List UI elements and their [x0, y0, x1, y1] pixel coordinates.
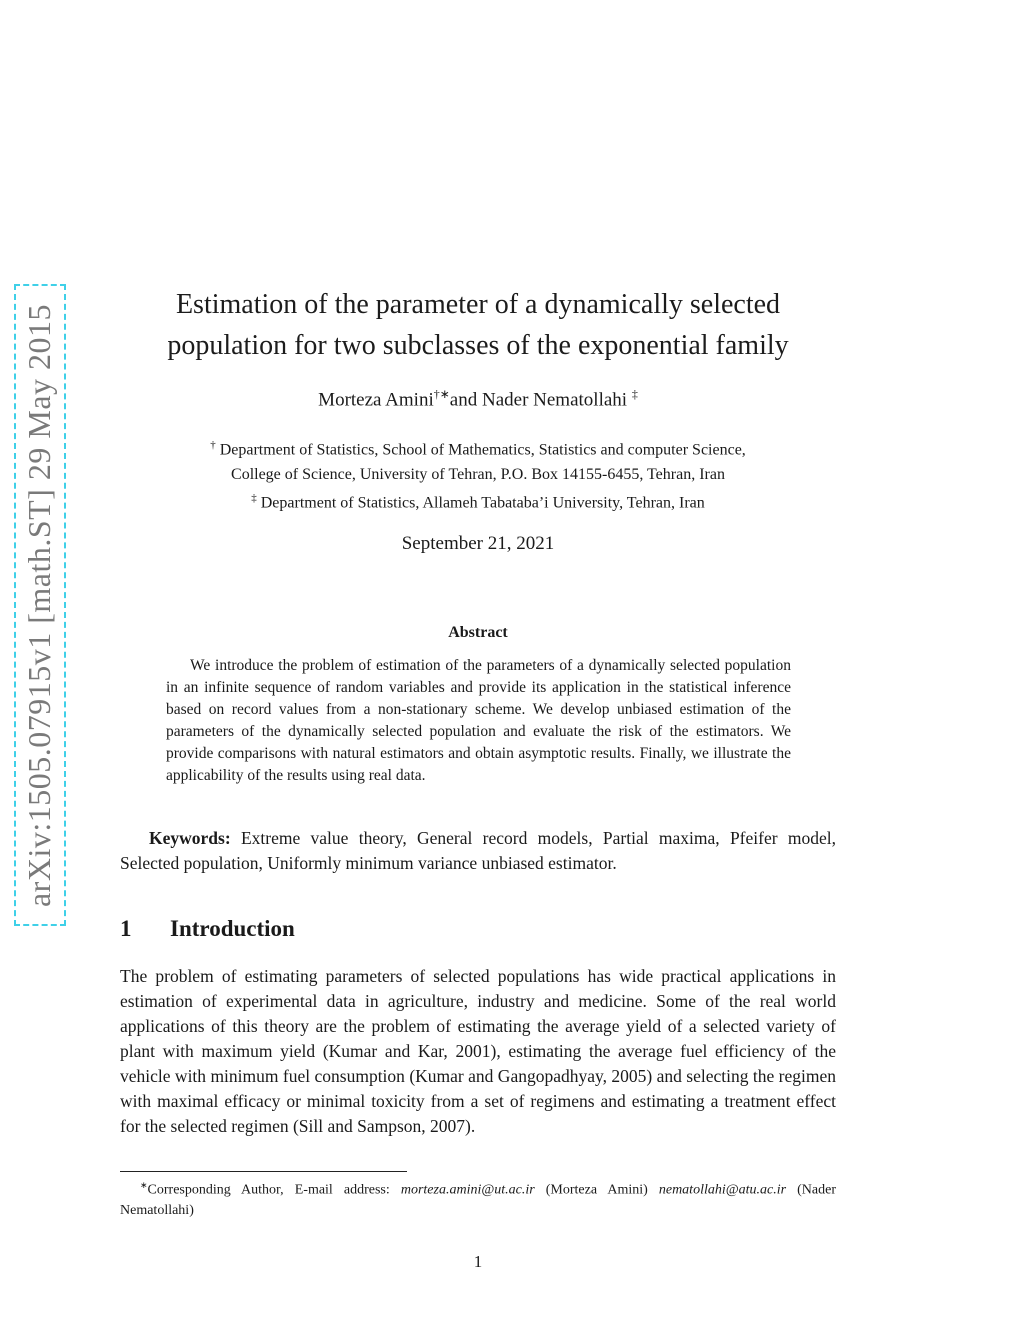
- affiliation-1-text-2: College of Science, University of Tehran, P.O. Box 14155-6455, Tehran, Iran: [231, 466, 725, 483]
- keywords-text: Extreme value theory, General record models, Partial maxima, Pfeifer model, Selected population, Uniformly minimum variance unbiased estimator.: [120, 828, 836, 873]
- email-link-nematollahi[interactable]: nematollahi@atu.ac.ir: [658, 1182, 787, 1198]
- section-title: Introduction: [170, 916, 295, 941]
- author-joiner: and Nader Nematollahi: [449, 389, 632, 411]
- footnote-mark: ∗: [140, 1180, 148, 1190]
- keywords-label: Keywords:: [149, 828, 231, 848]
- affiliation-1-line-1: [120, 439, 836, 459]
- title-line-2: population for two subclasses of the exponential family: [167, 330, 789, 361]
- page-number: 1: [473, 1252, 483, 1271]
- abstract-body: We introduce the problem of estimation of the parameters of a dynamically selected population in an infinite sequence of random variables and provide its application in the statistical inference based on record values from a non-stationary scheme. We develop unbiased estimation of the parameters of the dynamically selected population and evaluate the risk of the estimators. We provide comparisons with natural estimators and obtain asymptotic results. Finally, we illustrate the applicability of the results using real data.: [166, 657, 791, 784]
- author-1-name: Morteza Amini: [318, 389, 434, 411]
- author-1-marks: †∗: [433, 387, 450, 401]
- paper-title: [120, 284, 836, 366]
- arxiv-identifier-text: arXiv:1505.07915v1 [math.ST] 29 May 2015: [21, 303, 58, 907]
- paper-date: September 21, 2021: [401, 533, 555, 554]
- footnote: [120, 1175, 836, 1221]
- keywords-paragraph: [120, 826, 836, 876]
- footnote-divider: [120, 1171, 407, 1172]
- affiliation-1-line-2: [120, 466, 836, 484]
- affiliation-2-text: Department of Statistics, Allameh Tabataba’i University, Tehran, Iran: [256, 494, 705, 512]
- title-line-1: Estimation of the parameter of a dynamically selected: [175, 289, 781, 320]
- footnote-name-2: (Nader Nematollahi): [120, 1182, 836, 1218]
- arxiv-identifier-stamp: [14, 284, 66, 926]
- author-list: [120, 387, 836, 411]
- email-link-amini[interactable]: morteza.amini@ut.ac.ir: [400, 1182, 535, 1198]
- affiliation-1-mark: †: [210, 439, 216, 451]
- author-2-mark: ‡: [631, 387, 638, 401]
- footnote-lead: Corresponding Author, E-mail address:: [147, 1182, 401, 1198]
- abstract-heading: Abstract: [448, 624, 508, 641]
- affiliation-2-mark: ‡: [251, 492, 257, 504]
- affiliation-1-text-1: Department of Statistics, School of Mathematics, Statistics and computer Science,: [215, 441, 746, 459]
- introduction-paragraph: The problem of estimating parameters of selected populations has wide practical applications in estimation of experimental data in agriculture, industry and medicine. Some of the real world applications of this theory are the problem of estimating the average yield of a selected variety of plant with maximum yield (Kumar and Kar, 2001), estimating the average fuel efficiency of the vehicle with minimum fuel consumption (Kumar and Gangopadhyay, 2005) and selecting the regimen with maximal efficacy or minimal toxicity from a set of regimens and estimating a treatment effect for the selected regimen (Sill and Sampson, 2007).: [120, 966, 836, 1136]
- footnote-name-1: (Morteza Amini): [534, 1182, 659, 1198]
- affiliation-2: [120, 492, 836, 512]
- section-number: 1: [120, 916, 132, 941]
- section-heading-introduction: [120, 916, 295, 942]
